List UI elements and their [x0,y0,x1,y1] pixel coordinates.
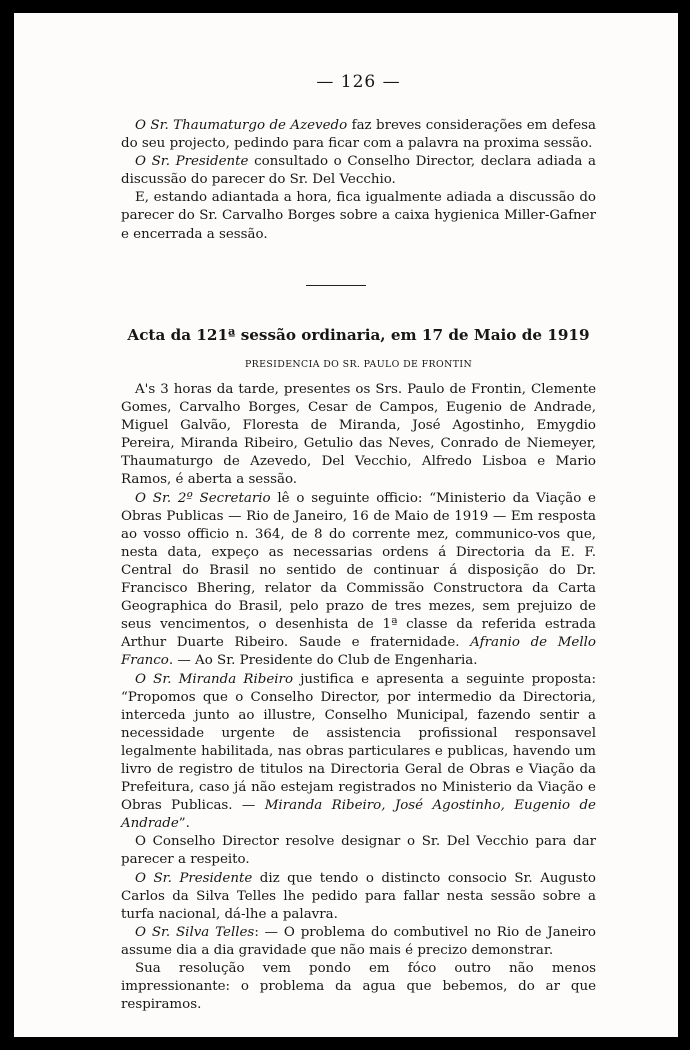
paragraph-closing-text: ”. [178,816,190,832]
speaker-name: O Sr. Presidente [135,154,249,170]
minutes-title: Acta da 121ª sessão ordinaria, em 17 de Maio de 1919 [127,326,590,344]
paragraph-text: E, estando adiantada a hora, fica igualmente adiada a discussão do parecer do Sr. Carvalho Borges sobre a caixa hygienica Miller-Gafner e encerrada a sessão. [121,190,596,242]
paragraph-opening: A's 3 horas da tarde, presentes os Srs. Paulo de Frontin, Clemente Gomes, Carvalho Borges, Cesar de Campos, Eugenio de Andrade, Miguel Galvão, Floresta de Miranda, José Agostinho, Emygdio Pereira, Miranda Ribeiro, Getulio das Neves, Conrado de Niemeyer, Thaumaturgo de Azevedo, Del Vecchio, Alfredo Lisboa e Mario Ramos, é aberta a sessão. [121,382,596,488]
paragraph-miranda [121,671,596,834]
paragraph-text: diz que tendo o distincto consocio Sr. Augusto Carlos da Silva Telles lhe pedido para fallar nesta sessão sobre a turfa nacional, dá-lhe a palavra. [121,870,596,922]
signatures: Miranda Ribeiro, José Agostinho, Eugenio de Andrade [121,798,596,832]
paragraph-text: lê o seguinte officio: “Ministerio da Viação e Obras Publicas — Rio de Janeiro, 16 de Maio de 1919 — Em resposta ao vosso officio n. 364, de 8 do corrente mez, communico-vos que, nesta data, expeço as necessarias ordens á Directoria da E. F. Central do Brasil no sentido de continuar á disposição do Dr. Francisco Bhering, relator da Commissão Constructora da Carta Geographica do Brasil, pelo prazo de tres mezes, sem prejuizo de seus vencimentos, o desenhista de 1ª classe da referida estrada Arthur Duarte Ribeiro. Saude e fraternidade. [121,490,596,651]
paragraph-presidente [121,153,596,189]
speaker-name: O Sr. 2º Secretario [135,490,271,506]
paragraph-closing-text: . — Ao Sr. Presidente do Club de Engenharia. [168,653,478,669]
paragraph-president [121,870,596,924]
previous-session-text [121,117,596,244]
minutes-body [121,381,596,1014]
paragraph-final: Sua resolução vem pondo em fóco outro não menos impressionante: o problema da agua que bebemos, do ar que respiramos. [121,961,596,1013]
presidency-line: PRESIDENCIA DO SR. PAULO DE FRONTIN [244,359,473,370]
page-number: — 126 — [316,72,401,92]
paragraph-telles [121,924,596,960]
speaker-name: O Sr. Presidente [135,870,253,886]
signature: Afranio de Mello Franco [121,635,596,669]
section-divider [306,285,366,286]
scanned-page [14,13,678,1037]
speaker-name: O Sr. Thaumaturgo de Azevedo [135,118,348,133]
paragraph-secretary [121,490,596,671]
speaker-name: O Sr. Miranda Ribeiro [135,671,294,687]
paragraph-closing [121,189,596,243]
speaker-name: O Sr. Silva Telles [135,924,255,940]
paragraph-council: O Conselho Director resolve designar o Sr. Del Vecchio para dar parecer a respeito. [121,834,596,868]
paragraph-text: : — O problema do combutivel no Rio de Janeiro assume dia a dia gravidade que não mais é precizo demonstrar. [121,924,596,958]
paragraph-text: consultado o Conselho Director, declara adiada a discussão do parecer do Sr. Del Vecchio. [121,154,596,188]
paragraph-text: faz breves considerações em defesa do seu projecto, pedindo para ficar com a palavra na proxima sessão. [121,118,596,152]
paragraph-azevedo [121,117,596,153]
paragraph-text: justifica e apresenta a seguinte proposta: “Propomos que o Conselho Director, por intermedio da Directoria, interceda junto ao illustre, Conselho Municipal, fazendo sentir a necessidade urgente de assistencia profissional responsavel legalmente habilitada, nas obras particulares e publicas, havendo um livro de registro de titulos na Directoria Geral de Obras e Viação da Prefeitura, caso já não estejam registrados no Ministerio da Viação e Obras Publicas. — [121,671,596,814]
